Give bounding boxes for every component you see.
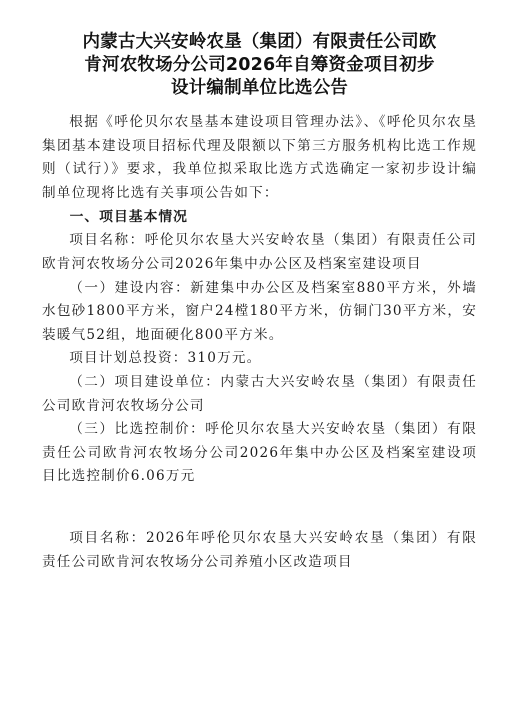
second-project-name-paragraph: 项目名称：2026年呼伦贝尔农垦大兴安岭农垦（集团）有限责任公司欧肯河农牧场分公司养殖小区改造项目: [42, 529, 477, 570]
title-line-1: 内蒙古大兴安岭农垦（集团）有限责任公司欧: [82, 32, 437, 52]
investment-paragraph: 项目计划总投资：310万元。: [69, 350, 262, 367]
section-heading-basic-info: 一、项目基本情况: [69, 209, 188, 226]
construction-content-paragraph: （一）建设内容：新建集中办公区及档案室880平方米，外墙水包砂1800平方米，窗户24樘180平方米，仿铜门30平方米，安装暖气52组，地面硬化800平方米。: [42, 279, 477, 343]
project-name-paragraph: 项目名称：呼伦贝尔农垦大兴安岭农垦（集团）有限责任公司欧肯河农牧场分公司2026年集中办公区及档案室建设项目: [42, 232, 477, 272]
control-price-paragraph: （三）比选控制价：呼伦贝尔农垦大兴安岭农垦（集团）有限责任公司欧肯河农牧场分公司2026年集中办公区及档案室建设项目比选控制价6.06万元: [42, 421, 477, 485]
intro-paragraph: 根据《呼伦贝尔农垦基本建设项目管理办法》、《呼伦贝尔农垦集团基本建设项目招标代理及限额以下第三方服务机构比选工作规则（试行）》要求，我单位拟采取比选方式选确定一家初步设计编制单位现将比选有关事项公告如下：: [42, 114, 477, 201]
document-title: [42, 31, 477, 100]
construction-unit-paragraph: （二）项目建设单位：内蒙古大兴安岭农垦（集团）有限责任公司欧肯河农牧场分公司: [42, 373, 477, 414]
title-line-3: 设计编制单位比选公告: [171, 78, 348, 98]
title-line-2: 肯河农牧场分公司2026年自筹资金项目初步: [84, 55, 435, 75]
paragraph-spacer: [42, 489, 477, 527]
